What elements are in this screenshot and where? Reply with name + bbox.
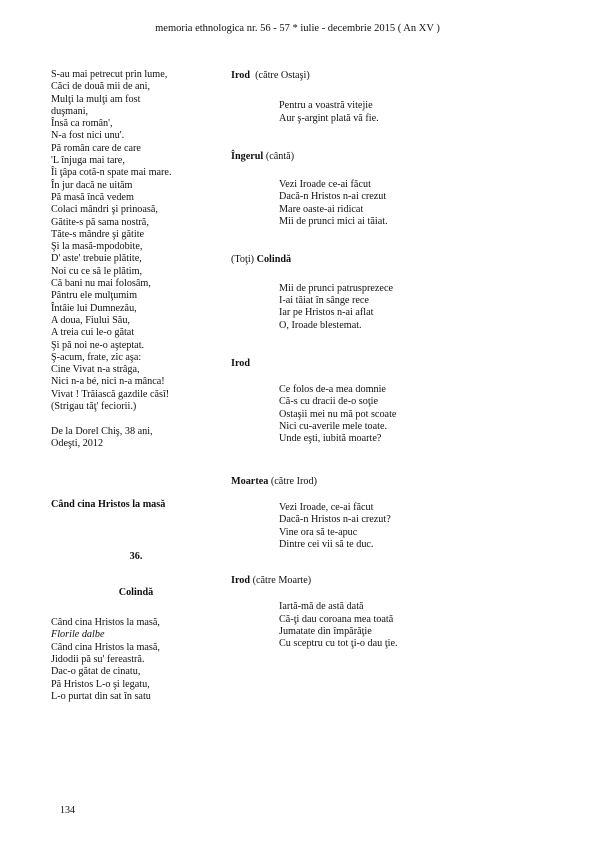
speaker-direction: (către Ostaşi) bbox=[250, 70, 310, 81]
speaker-name: Îngerul bbox=[231, 150, 264, 162]
poem-line: Când cina Hristos la masă, bbox=[51, 641, 160, 653]
right-column bbox=[231, 70, 561, 651]
poem-line: Însă ca român', bbox=[51, 118, 113, 130]
poem-line: A doua, Fiului Său, bbox=[51, 314, 130, 326]
dialogue-block bbox=[231, 70, 561, 125]
section-title: Când cina Hristos la masă bbox=[51, 499, 166, 511]
speaker-heading bbox=[231, 575, 561, 587]
poem-line: Pântru ele mulţumim bbox=[51, 290, 138, 302]
poem-line: Şi pă noi ne-o aşteptat. bbox=[51, 339, 145, 351]
speaker-direction: (către Irod) bbox=[268, 475, 317, 487]
poem-line: Vivat ! Trăiască gazdile căsî! bbox=[51, 388, 170, 400]
page-number: 134 bbox=[60, 805, 75, 816]
speaker-heading bbox=[231, 151, 561, 163]
verse-line: Unde eşti, iubită moarte? bbox=[279, 433, 382, 445]
verse-line: Dacă-n Hristos n-ai crezut? bbox=[279, 514, 391, 526]
speaker-heading bbox=[231, 254, 561, 266]
left-column bbox=[51, 69, 221, 703]
dialogue-block bbox=[231, 254, 561, 331]
poem-line: 'L înjuga mai tare, bbox=[51, 155, 125, 167]
colinda-text bbox=[51, 617, 221, 703]
poem-line: Căci de două mii de ani, bbox=[51, 81, 151, 93]
dialogue-block bbox=[231, 476, 561, 551]
verse-line: I-ai tăiat în sânge rece bbox=[279, 294, 369, 306]
poem-line: În jur dacă ne uităm bbox=[51, 179, 133, 191]
speaker-name: Colindă bbox=[256, 254, 292, 266]
verse-line: Aur ş-argint plată vă fie. bbox=[279, 112, 379, 124]
verse-line: Pentru a voastră vitejie bbox=[279, 100, 373, 112]
verse-line: Vezi Iroade ce-ai făcut bbox=[279, 179, 371, 191]
poem-line: Tăte-s mândre şi gătite bbox=[51, 228, 145, 240]
poem-line: N-a fost nici unu'. bbox=[51, 130, 125, 142]
poem-line: Jidodii pă su' fereastră. bbox=[51, 653, 145, 665]
verse-line: O, Iroade blestemat. bbox=[279, 319, 362, 331]
speaker-heading bbox=[231, 476, 561, 488]
poem-line: Mulţi la mulţi am fost bbox=[51, 93, 141, 105]
verse-line: Jumatate din împărăţie bbox=[279, 626, 372, 638]
poem-line: Pă Hristos L-o şi legatu, bbox=[51, 678, 150, 690]
poem-line: Noi cu ce să le plătim, bbox=[51, 265, 143, 277]
source-line: Odeşti, 2012 bbox=[51, 437, 104, 449]
verse-line: Dacă-n Hristos n-ai crezut bbox=[279, 191, 387, 203]
poem-line: Gătite-s pă sama nostră, bbox=[51, 216, 149, 228]
piece-number: 36. bbox=[129, 550, 143, 562]
poem-line: Întâie lui Dumnezău, bbox=[51, 302, 137, 314]
source-line: De la Dorel Chiş, 38 ani, bbox=[51, 425, 153, 437]
verse-line: Mii de prunci patrusprezece bbox=[279, 282, 393, 294]
poem-line: Îi ţâpa cotă-n spate mai mare. bbox=[51, 167, 172, 179]
verse-line: Cu sceptru cu tot ţi-o dau ţie. bbox=[279, 638, 398, 650]
verse-line: Iartă-mă de astă dată bbox=[279, 601, 364, 613]
poem-line: Ş-acum, frate, zic aşa: bbox=[51, 351, 142, 363]
colinda-title: Colindă bbox=[118, 586, 154, 598]
verse-line: Vine ora să te-apuc bbox=[279, 526, 358, 538]
refrain-line: Florile dalbe bbox=[51, 629, 105, 641]
poem-line: D' aste' trebuie plătite, bbox=[51, 253, 142, 265]
verse-line: Ostaşii mei nu mă pot scoate bbox=[279, 408, 397, 420]
poem-line: Pă român care de care bbox=[51, 142, 141, 154]
speaker-name: Irod bbox=[231, 357, 251, 369]
speaker-name: Moartea bbox=[231, 475, 269, 487]
speaker-heading bbox=[231, 358, 561, 370]
verse-line: Vezi Iroade, ce-ai făcut bbox=[279, 501, 374, 513]
verse-line: Nici cu-averile mele toate. bbox=[279, 421, 388, 433]
dialogue-block bbox=[231, 358, 561, 446]
poem-line: A treia cui le-o gătat bbox=[51, 327, 135, 339]
poem-line: S-au mai petrecut prin lume, bbox=[51, 69, 168, 80]
poem-line: Şi la masă-mpodobite, bbox=[51, 241, 143, 253]
speaker-name: Irod bbox=[231, 575, 251, 587]
speaker-prefix: (Toţi) bbox=[231, 254, 257, 266]
poem-line: Colaci mândri şi prinoasă, bbox=[51, 204, 158, 216]
poem-line: L-o purtat din sat în satu bbox=[51, 690, 151, 702]
verse-line: Dintre cei vii să te duc. bbox=[279, 538, 374, 550]
poem-line: Nici n-a bé, nici n-a mânca! bbox=[51, 376, 165, 388]
poem-line: duşmani, bbox=[51, 105, 89, 117]
poem-line: (Strigau tăţ' feciorii.) bbox=[51, 401, 137, 413]
poem-line: Cine Vivat n-a strâga, bbox=[51, 364, 140, 376]
poem-line: Pă masă încă vedem bbox=[51, 191, 134, 203]
speaker-direction: (către Moarte) bbox=[250, 575, 312, 587]
verse-line: Ce folos de-a mea domnie bbox=[279, 384, 386, 396]
poem-line: Dac-o gătat de cinatu, bbox=[51, 666, 141, 678]
dialogue-block bbox=[231, 151, 561, 228]
dialogue-block bbox=[231, 575, 561, 650]
verse-line: Că-ţi dau coroana mea toată bbox=[279, 613, 394, 625]
poem-line: Când cina Hristos la masă, bbox=[51, 617, 160, 629]
verse-line: Iar pe Hristos n-ai aflat bbox=[279, 307, 374, 319]
verse-line: Mii de prunci mici ai tăiat. bbox=[279, 216, 388, 228]
verse-line: Mare oaste-ai ridicat bbox=[279, 203, 364, 215]
speaker-heading bbox=[231, 70, 561, 82]
speaker-direction: (cântă) bbox=[263, 150, 295, 162]
speaker-name: Irod bbox=[231, 70, 251, 81]
poem-continuation bbox=[51, 69, 221, 413]
source-attribution bbox=[51, 426, 221, 451]
poem-line: Că bani nu mai folosâm, bbox=[51, 278, 151, 290]
verse-line: Că-s cu dracii de-o soţie bbox=[279, 396, 379, 408]
running-header: memoria ethnologica nr. 56 - 57 * iulie - decembrie 2015 ( An XV ) bbox=[155, 23, 440, 34]
